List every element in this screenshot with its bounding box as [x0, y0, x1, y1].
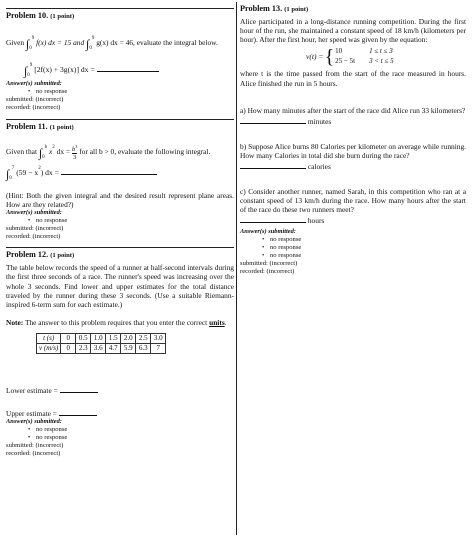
p10-answer-list	[6, 88, 234, 96]
right-column	[240, 0, 466, 276]
list-item: • no response	[36, 434, 234, 442]
problem-10-statement: Given $\int_0^9$ f(x) dx = 15 and $\int_0^9$ g(x) dx = 46, evaluate the integral below.	[6, 36, 218, 51]
question-b: b) Suppose Alice burns 80 Calories per kilometer on average while running. How many Calories in total did she burn during the race?	[240, 141, 466, 160]
answer-a-field[interactable]	[240, 117, 306, 124]
upper-estimate-field[interactable]	[59, 409, 97, 416]
problem-10-title: Problem 10. (1 point)	[6, 8, 234, 20]
list-item: • no response	[270, 244, 466, 252]
table-row: v (m/s) 0 2.3 3.6 4.7 5.9 6.3 7	[37, 343, 166, 353]
problem-12-title: Problem 12. (1 point)	[6, 247, 234, 259]
lower-estimate-row: Lower estimate =	[6, 386, 234, 395]
list-item: • no response	[270, 236, 466, 244]
problem-13-title: Problem 13. (1 point)	[240, 4, 309, 13]
p11-answer-list	[6, 217, 234, 225]
column-divider	[236, 2, 237, 535]
question-c: c) Consider another runner, named Sarah, in this competition who ran at a constant speed of 13 km/h during the race. How many hours after the start of the race do these two runners meet?	[240, 187, 466, 215]
problem-12-note: Note: The answer to this problem requires that you enter the correct units.	[6, 317, 227, 327]
problem-11-integral: $\int_0^7$ $(59 - x^2)$ dx =	[6, 164, 234, 183]
problem-11: Problem 11. (1 point) Given that $\int_0^b$ $x^2$ dx = $\frac{b^3}{3}$ for all b > 0, evaluate the following integral. $\int_0^7$ $(59 - x^2)$ dx = (Hint: Both the given integral and the desired result represent plane areas. How are they related?) Answer(s) submitted: • no response submitted: (incorrect) recorded: (incorrect)	[6, 119, 234, 242]
problem-12: Problem 12. (1 point) The table below records the speed of a runner at half-second intervals during the first three seconds of a race. The runner's speed was increasing over the whole 3 seconds. Find lower and upper estimates for the total distance traveled by the runner during these 3 seconds. (Use a suitable Riemann-inspired 6-term sum for each estimate.) Note: The answer to this problem requires that you enter the correct units. t (s) 0 0.5 1.0 1.5 2.0 2.5 3.0 v (m/s) 0 2.3 3.6 4.7 5.9 6.3 7 Lower estimate = Upper estimate = Answer(s) submitted: • no response • no response submitted: (incorrect) recorded: (incorrect)	[6, 247, 234, 458]
list-item: • no response	[270, 252, 466, 260]
upper-estimate-row: Upper estimate =	[6, 409, 234, 418]
problem-13-intro: Alice participated in a long-distance running competition. During the first hour of the run, she maintained a constant speed of 18 km/h (kilometers per hour). After the first hour, her speed was given by the equation:	[240, 17, 466, 45]
p10-answer-field[interactable]	[97, 65, 159, 72]
problem-11-statement: Given that $\int_0^b$ $x^2$ dx = $\frac{b^3}{3}$ for all b > 0, evaluate the following integral.	[6, 143, 211, 161]
p12-answer-list	[6, 426, 234, 442]
answer-b-field[interactable]	[240, 162, 306, 169]
answer-c-row: hours	[240, 216, 466, 225]
problem-10-integral: $\int_0^9$ [2f(x) + 3g(x)] dx =	[24, 61, 234, 80]
answer-b-row: calories	[240, 162, 466, 171]
p11-answer-field[interactable]	[61, 168, 157, 175]
table-row: t (s) 0 0.5 1.0 1.5 2.0 2.5 3.0	[37, 333, 166, 343]
question-a: a) How many minutes after the start of the race did Alice run 33 kilometers?	[240, 105, 466, 115]
problem-11-title: Problem 11. (1 point)	[6, 119, 234, 131]
problem-12-statement: The table below records the speed of a runner at half-second intervals during the first three seconds of a race. The runner's speed was increasing over the whole 3 seconds. Find lower and upper estimates for the total distance traveled by the runner during these 3 seconds. (Use a suitable Riemann-inspired 6-term sum for each estimate.)	[6, 263, 234, 309]
list-item: • no response	[36, 426, 234, 434]
list-item: • no response	[36, 217, 234, 225]
list-item: • no response	[36, 88, 234, 96]
problem-13-where: where t is the time passed from the start of the race measured in hours. Alice finished the run in 5 hours.	[240, 69, 466, 88]
problem-11-hint: (Hint: Both the given integral and the desired result represent plane areas. How are they related?)	[6, 190, 234, 209]
problem-10: Problem 10. (1 point) Given $\int_0^9$ f(x) dx = 15 and $\int_0^9$ g(x) dx = 46, evaluate the integral below. $\int_0^9$ [2f(x) + 3g(x)] dx = Answer(s) submitted: • no response submitted: (incorrect) recorded: (incorrect)	[6, 8, 234, 113]
left-column	[6, 0, 234, 459]
answer-c-field[interactable]	[240, 216, 306, 223]
answer-a-row: minutes	[240, 117, 466, 126]
problem-13: Problem 13. (1 point) Alice participated in a long-distance running competition. During the first hour of the run, she maintained a constant speed of 18 km/h (kilometers per hour). After the first hour, her speed was given by the equation: v(t) = { 10 1 ≤ t ≤ 3 25 − 5t 3 < t ≤ 5 where t is the time passed from the start of the race measured in hours. Alice finished the run in 5 hours. a) How many minutes after the start of the race did Alice run 33 kilometers? minutes b) Suppose Alice burns 80 Calories per kilometer on average while running. How many Calories in total did she burn during the race? calories c) Consider another runner, named Sarah, in this competition who ran at a constant speed of 13 km/h during the race. How many hours after the start of the race do these two runners meet? hours Answer(s) submitted: • no response • no response • no response submitted: (incorrect) recorded: (incorrect)	[240, 2, 466, 276]
speed-equation: v(t) = { 10 1 ≤ t ≤ 3 25 − 5t 3 < t ≤ 5	[306, 45, 394, 68]
p13-answer-list	[240, 236, 466, 260]
lower-estimate-field[interactable]	[60, 386, 98, 393]
speed-table	[36, 333, 166, 354]
